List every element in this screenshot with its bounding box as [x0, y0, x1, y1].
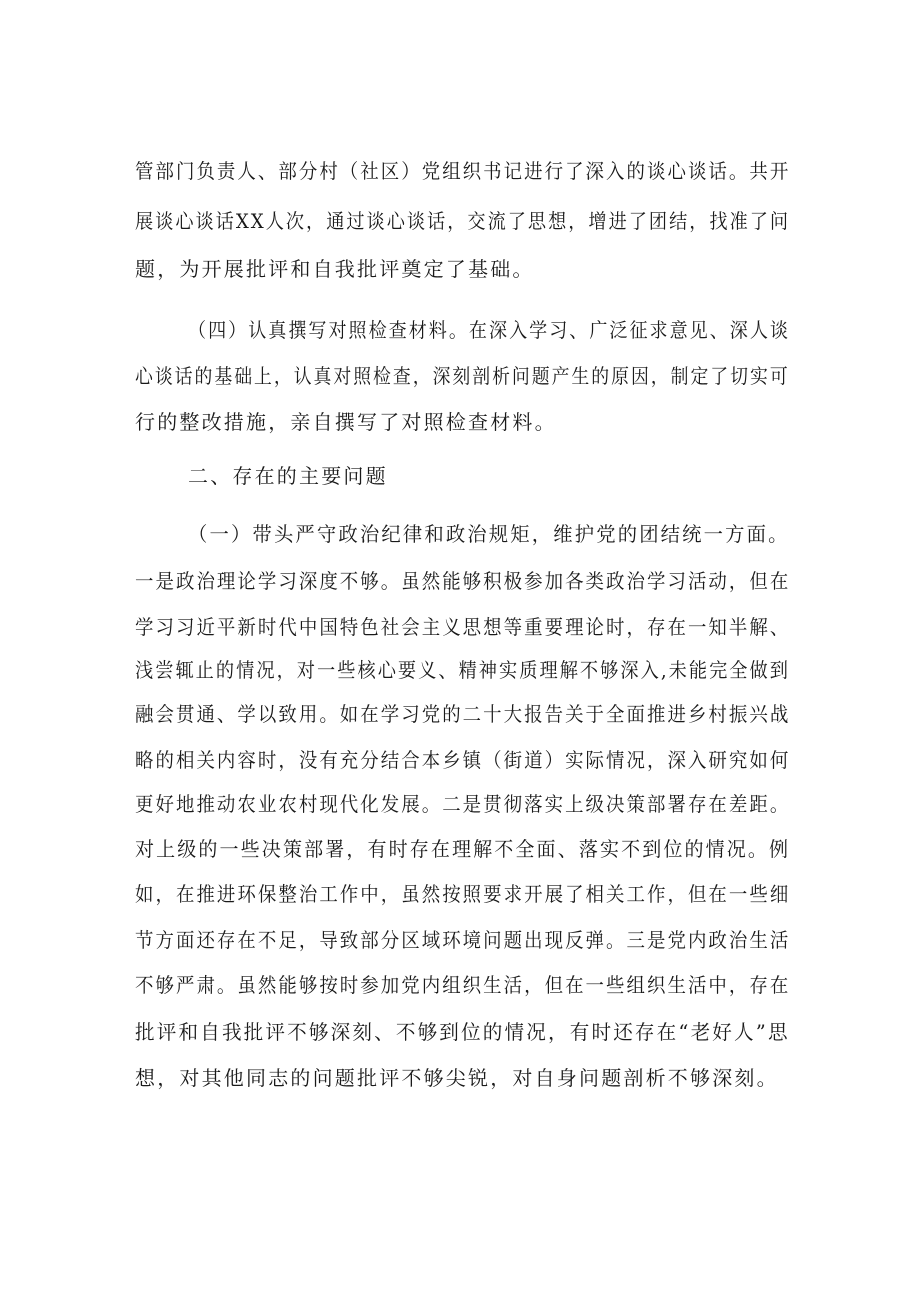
paragraph-2-line-3: 行的整改措施，亲自撰写了对照检查材料。 — [135, 410, 557, 434]
paragraph-3-line-12: 批评和自我批评不够深刻、不够到位的情况，有时还存在“老好人”思 — [135, 1020, 790, 1044]
paragraph-3-line-5: 融会贯通、学以致用。如在学习党的二十大报告关于全面推进乡村振兴战 — [135, 702, 791, 726]
paragraph-2-line-2: 心谈话的基础上，认真对照检查，深刻剖析问题产生的原因，制定了切实可 — [135, 364, 790, 388]
paragraph-3-line-4: 浅尝辄止的情况，对一些核心要义、精神实质理解不够深入,未能完全做到 — [135, 658, 790, 682]
paragraph-1-line-2: 展谈心谈话XX人次，通过谈心谈话，交流了思想，增进了团结，找准了问 — [135, 209, 791, 233]
paragraph-1-line-3: 题，为开展批评和自我批评奠定了基础。 — [135, 257, 535, 281]
paragraph-3-line-9: 如，在推进环保整治工作中，虽然按照要求开展了相关工作，但在一些细 — [135, 882, 791, 906]
paragraph-1-line-1: 管部门负责人、部分村（社区）党组织书记进行了深入的谈心谈话。共开 — [135, 159, 791, 183]
paragraph-2-line-1: （四）认真撰写对照检查材料。在深入学习、广泛征求意见、深人谈 — [188, 318, 790, 342]
section-heading: 二、存在的主要问题 — [188, 464, 388, 488]
paragraph-3-line-6: 略的相关内容时，没有充分结合本乡镇（街道）实际情况，深入研究如何 — [135, 748, 791, 772]
paragraph-3-line-10: 节方面还存在不足，导致部分区域环境问题出现反弹。三是党内政治生活 — [135, 928, 791, 952]
paragraph-3-line-2: 一是政治理论学习深度不够。虽然能够积极参加各类政治学习活动，但在 — [135, 569, 791, 593]
paragraph-3-line-8: 对上级的一些决策部署，有时存在理解不全面、落实不到位的情况。例 — [135, 837, 791, 861]
paragraph-3-line-7: 更好地推动农业农村现代化发展。二是贯彻落实上级决策部署存在差距。 — [135, 792, 791, 816]
paragraph-3-line-3: 学习习近平新时代中国特色社会主义思想等重要理论时，存在一知半解、 — [135, 615, 791, 639]
paragraph-3-line-13: 想，对其他同志的问题批评不够尖锐，对自身问题剖析不够深刻。 — [135, 1066, 779, 1090]
paragraph-3-line-1: （一）带头严守政治纪律和政治规矩，维护党的团结统一方面。 — [188, 522, 790, 546]
paragraph-3-line-11: 不够严肃。虽然能够按时参加党内组织生活，但在一些组织生活中，存在 — [135, 973, 791, 997]
